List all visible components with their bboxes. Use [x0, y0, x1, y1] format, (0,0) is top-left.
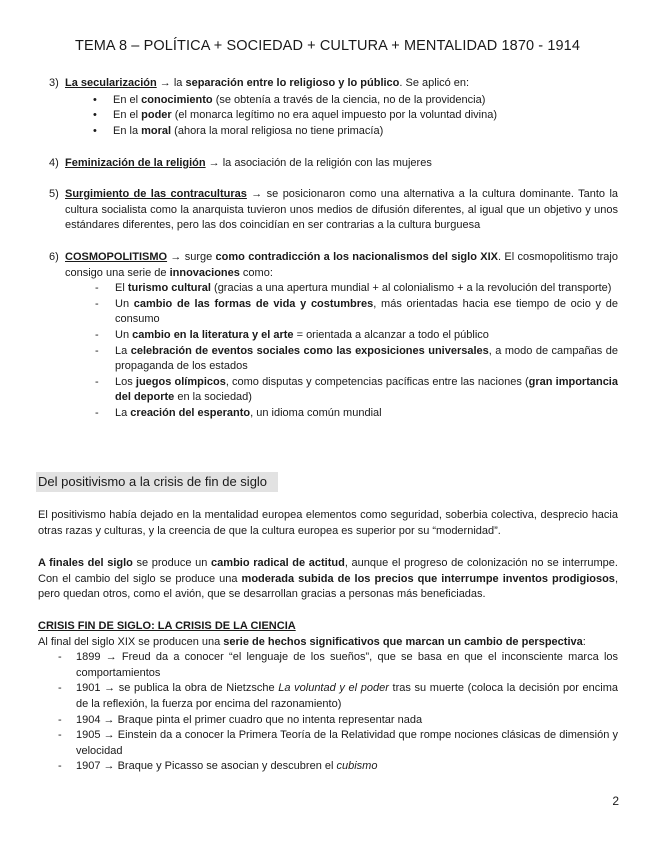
event-list — [38, 650, 618, 775]
paragraph: A finales del siglo se produce un cambio radical de actitud, aunque el progreso de colonización no se interrumpe. Con el cambio del siglo se produce una moderada subida de los precios que interrumpe inventos prodigiosos, pero quedan otros, como el avión, que se desarrollan gracias a personas más beneficiadas. — [38, 557, 618, 601]
list-item: - El turismo cultural (gracias a una apertura mundial + al colonialismo + a la revolución del transporte) — [115, 281, 618, 297]
list-item: - La celebración de eventos sociales como las exposiciones universales, a modo de campañas de propaganda de los estados — [115, 344, 618, 375]
bullet-list — [38, 93, 618, 140]
paragraph: Al final del siglo XIX se producen una serie de hechos significativos que marcan un cambio de perspectiva: — [38, 635, 586, 648]
section-heading: Del positivismo a la crisis de fin de siglo — [36, 472, 278, 492]
list-item: - 1907 → Braque y Picasso se asocian y descubren el cubismo — [76, 759, 618, 775]
crisis-block — [38, 619, 618, 775]
list-item: • En el poder (el monarca legítimo no era aquel impuesto por la voluntad divina) — [113, 108, 618, 124]
item-heading: La secularización — [65, 77, 157, 89]
list-item: • En la moral (ahora la moral religiosa no tiene primacía) — [113, 124, 618, 140]
subsection-heading: CRISIS FIN DE SIGLO: LA CRISIS DE LA CIENCIA — [38, 620, 296, 632]
item-secularizacion: 3) La secularización → la separación entre lo religioso y lo público. Se aplicó en: • En el conocimiento (se obtenía a través de la ciencia, no de la providencia) • En el poder (el monarca legítimo no era aquel impuesto por la voluntad divina) • En la moral (ahora la moral religiosa no tiene primacía) — [38, 76, 618, 139]
item-heading: Feminización de la religión — [65, 157, 206, 169]
item-number: 4) — [49, 157, 59, 169]
list-item: - Un cambio en la literatura y el arte = orientada a alcanzar a todo el público — [115, 328, 618, 344]
item-number: 6) — [49, 251, 59, 263]
list-item: • En el conocimiento (se obtenía a través de la ciencia, no de la providencia) — [113, 93, 618, 109]
list-item: - Un cambio de las formas de vida y costumbres, más orientadas hacia ese tiempo de ocio y de consumo — [115, 297, 618, 328]
list-item: - 1904 → Braque pinta el primer cuadro que no intenta representar nada — [76, 713, 618, 729]
list-item: - La creación del esperanto, un idioma común mundial — [115, 406, 618, 422]
item-heading: COSMOPOLITISMO — [65, 251, 168, 263]
page-title: TEMA 8 – POLÍTICA + SOCIEDAD + CULTURA + MENTALIDAD 1870 - 1914 — [75, 38, 580, 54]
list-item: - 1899 → Freud da a conocer “el lenguaje de los sueños”, que se basa en que el inconsciente marca los comportamientos — [76, 650, 618, 681]
item-number: 5) — [49, 188, 59, 200]
page-number: 2 — [612, 794, 619, 808]
dash-list — [38, 281, 618, 421]
item-number: 3) — [49, 77, 59, 89]
list-item: - 1901 → se publica la obra de Nietzsche La voluntad y el poder tras su muerte (coloca la decisión por encima de la reflexión, la fuerza por encima del razonamiento) — [76, 681, 618, 712]
list-item: - Los juegos olímpicos, como disputas y competencias pacíficas entre las naciones (gran importancia del deporte en la sociedad) — [115, 375, 618, 406]
item-feminizacion: 4) Feminización de la religión → la asociación de la religión con las mujeres — [38, 156, 618, 172]
item-heading: Surgimiento de las contraculturas — [65, 188, 247, 200]
list-item: - 1905 → Einstein da a conocer la Primera Teoría de la Relatividad que rompe nociones clásicas de dimensión y velocidad — [76, 728, 618, 759]
item-contraculturas: 5) Surgimiento de las contraculturas → se posicionaron como una alternativa a la cultura dominante. Tanto la cultura socialista como la anarquista tuvieron unos medios de difusión diferentes, al igual que un objetivo y unos estándares diferentes, pero las dos coincidían en ser contrarias a la cultura burguesa — [49, 188, 619, 232]
paragraph: El positivismo había dejado en la mentalidad europea elementos como seguridad, soberbia colectiva, desprecio hacia otras razas y culturas, y la creencia de que la cultura europea es superior por su “modernidad”. — [38, 509, 618, 537]
item-cosmopolitismo: 6) COSMOPOLITISMO → surge como contradicción a los nacionalismos del siglo XIX. El cosmopolitismo trajo consigo una serie de innovaciones como: - El turismo cultural (gracias a una apertura mundial + al colonialismo + a la revolución del transporte) - Un cambio de las formas de vida y costumbres, más orientadas hacia ese tiempo de ocio y de consumo - Un cambio en la literatura y el arte = orientada a alcanzar a todo el público - La celebración de eventos sociales como las exposiciones universales, a modo de campañas de propaganda de los estados - Los juegos olímpicos, como disputas y competencias pacíficas entre las naciones (gran importancia del deporte en la sociedad) - La creación del esperanto, un idioma común mundial — [38, 250, 618, 422]
